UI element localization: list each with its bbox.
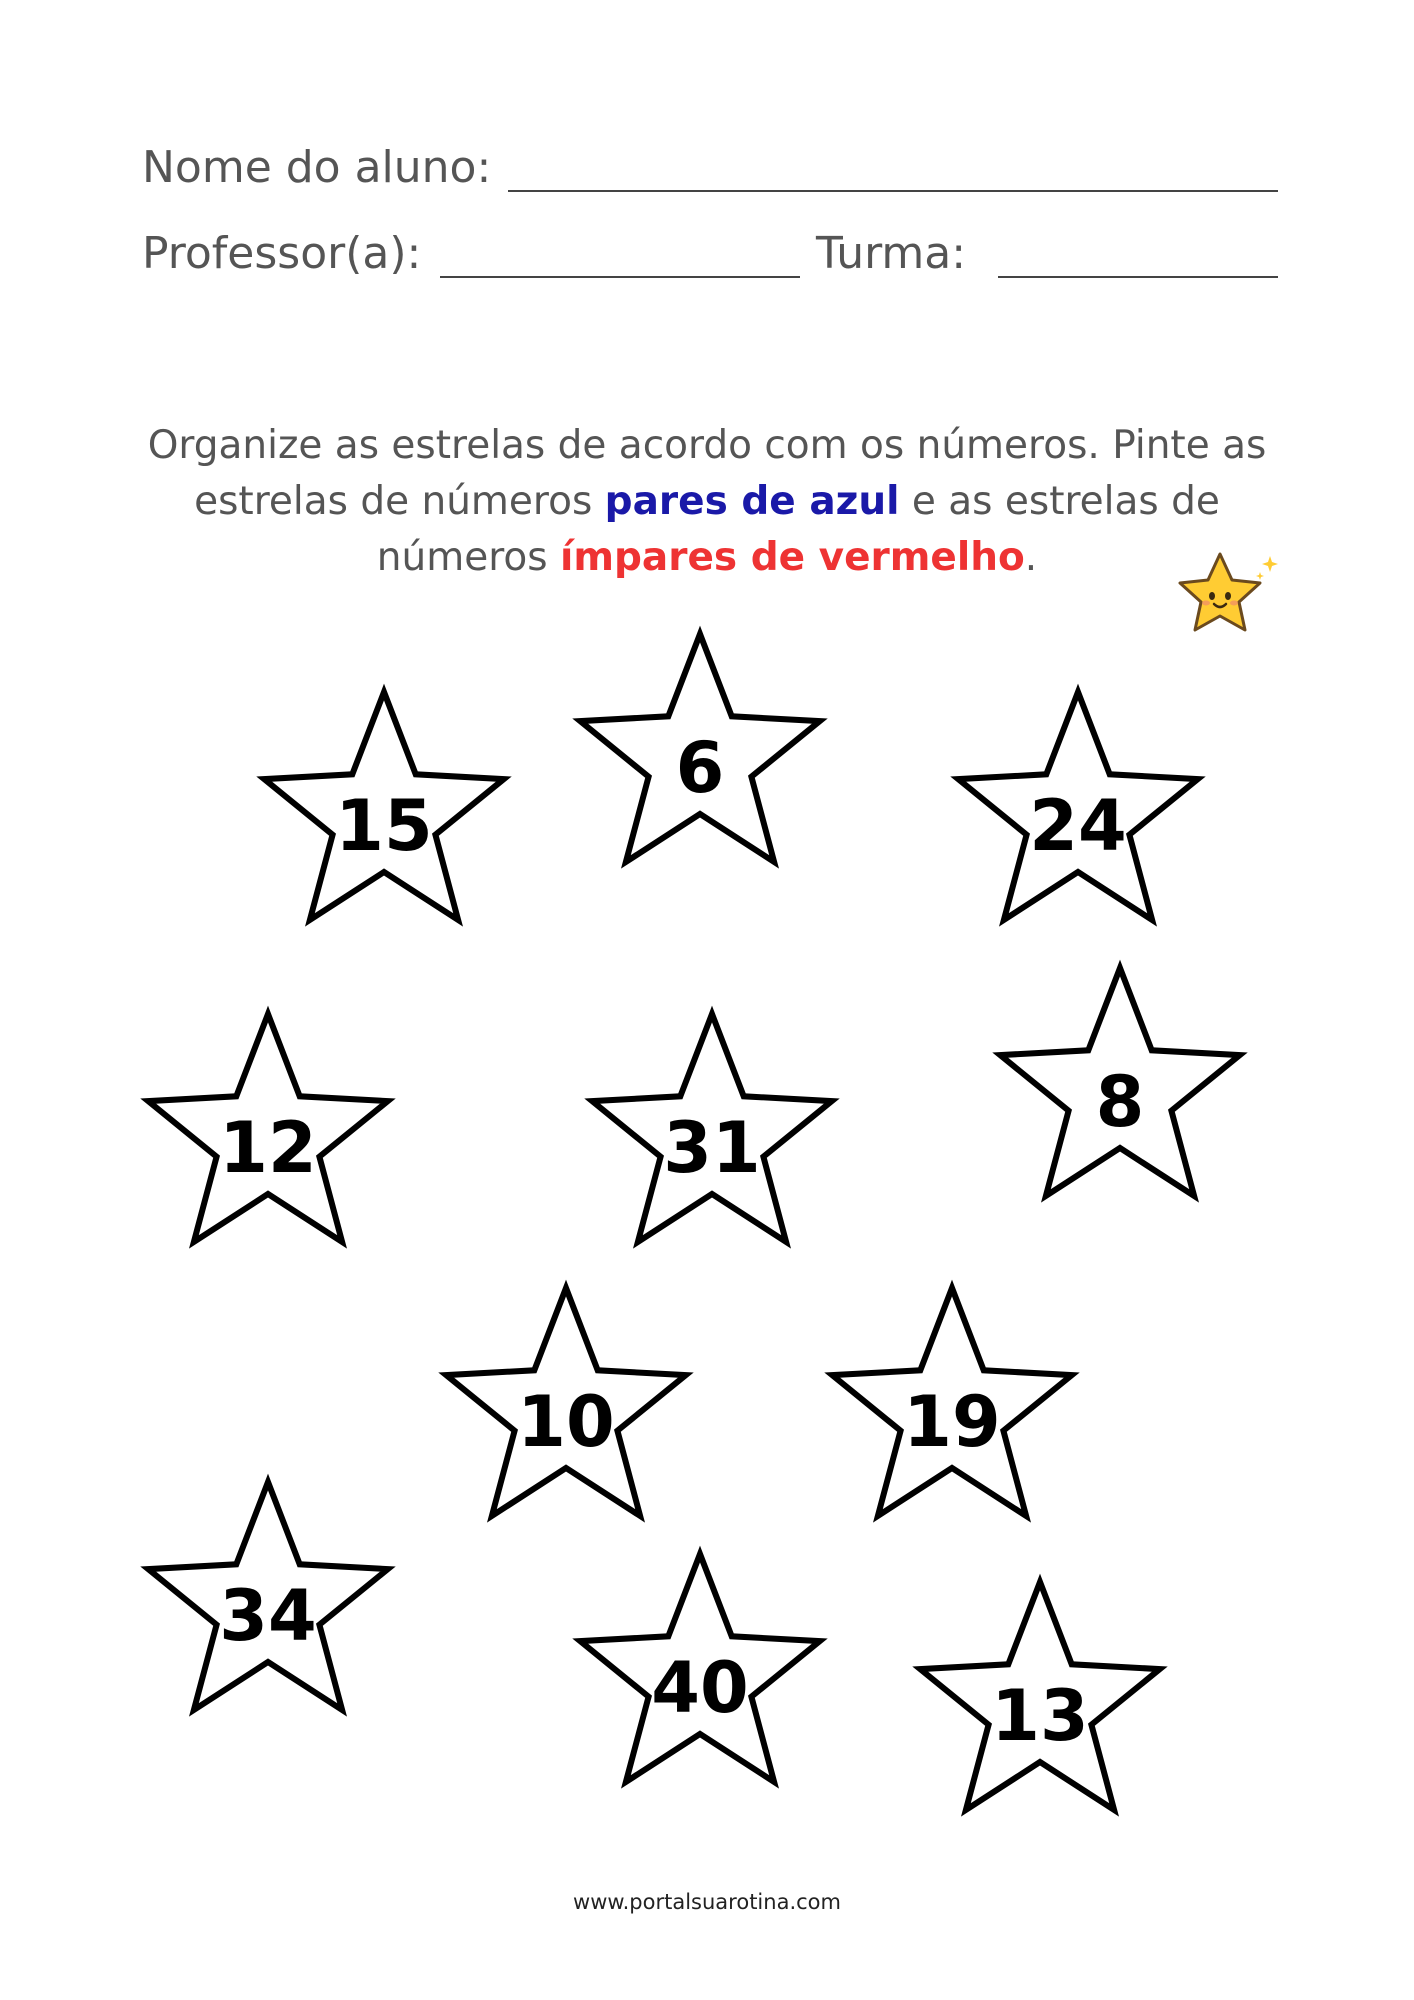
number-star[interactable] <box>592 1014 832 1242</box>
student-name-label: Nome do aluno: <box>142 142 492 193</box>
odd-highlight: ímpares de vermelho <box>559 535 1025 580</box>
number-star[interactable] <box>958 692 1198 920</box>
star-number: 19 <box>903 1381 1001 1463</box>
star-number: 34 <box>219 1575 317 1657</box>
teacher-label: Professor(a): <box>142 228 422 279</box>
number-star[interactable] <box>832 1288 1072 1516</box>
instructions-text-3: . <box>1024 535 1038 580</box>
number-star[interactable] <box>148 1014 388 1242</box>
number-star[interactable] <box>148 1482 388 1710</box>
number-star[interactable] <box>264 692 504 920</box>
star-number: 10 <box>517 1381 615 1463</box>
star-number: 6 <box>675 727 725 809</box>
star-number: 12 <box>219 1107 317 1189</box>
star-number: 13 <box>991 1675 1089 1757</box>
star-number: 31 <box>663 1107 761 1189</box>
star-number: 15 <box>335 785 433 867</box>
instructions-text-1: Organize as estrelas de acordo com os números. Pinte as estrelas de números <box>147 423 1267 524</box>
number-star[interactable] <box>580 1554 820 1782</box>
number-star[interactable] <box>1000 968 1240 1196</box>
class-label: Turma: <box>816 228 967 279</box>
number-star[interactable] <box>446 1288 686 1516</box>
star-number: 24 <box>1029 785 1127 867</box>
footer-website: www.portalsuarotina.com <box>573 1890 841 1914</box>
star-number: 40 <box>651 1647 749 1729</box>
star-number: 8 <box>1095 1061 1145 1143</box>
number-star[interactable] <box>920 1582 1160 1810</box>
even-highlight: pares de azul <box>604 479 900 524</box>
instructions-text-2: e as estrelas de números <box>376 479 1220 580</box>
number-star[interactable] <box>580 634 820 862</box>
